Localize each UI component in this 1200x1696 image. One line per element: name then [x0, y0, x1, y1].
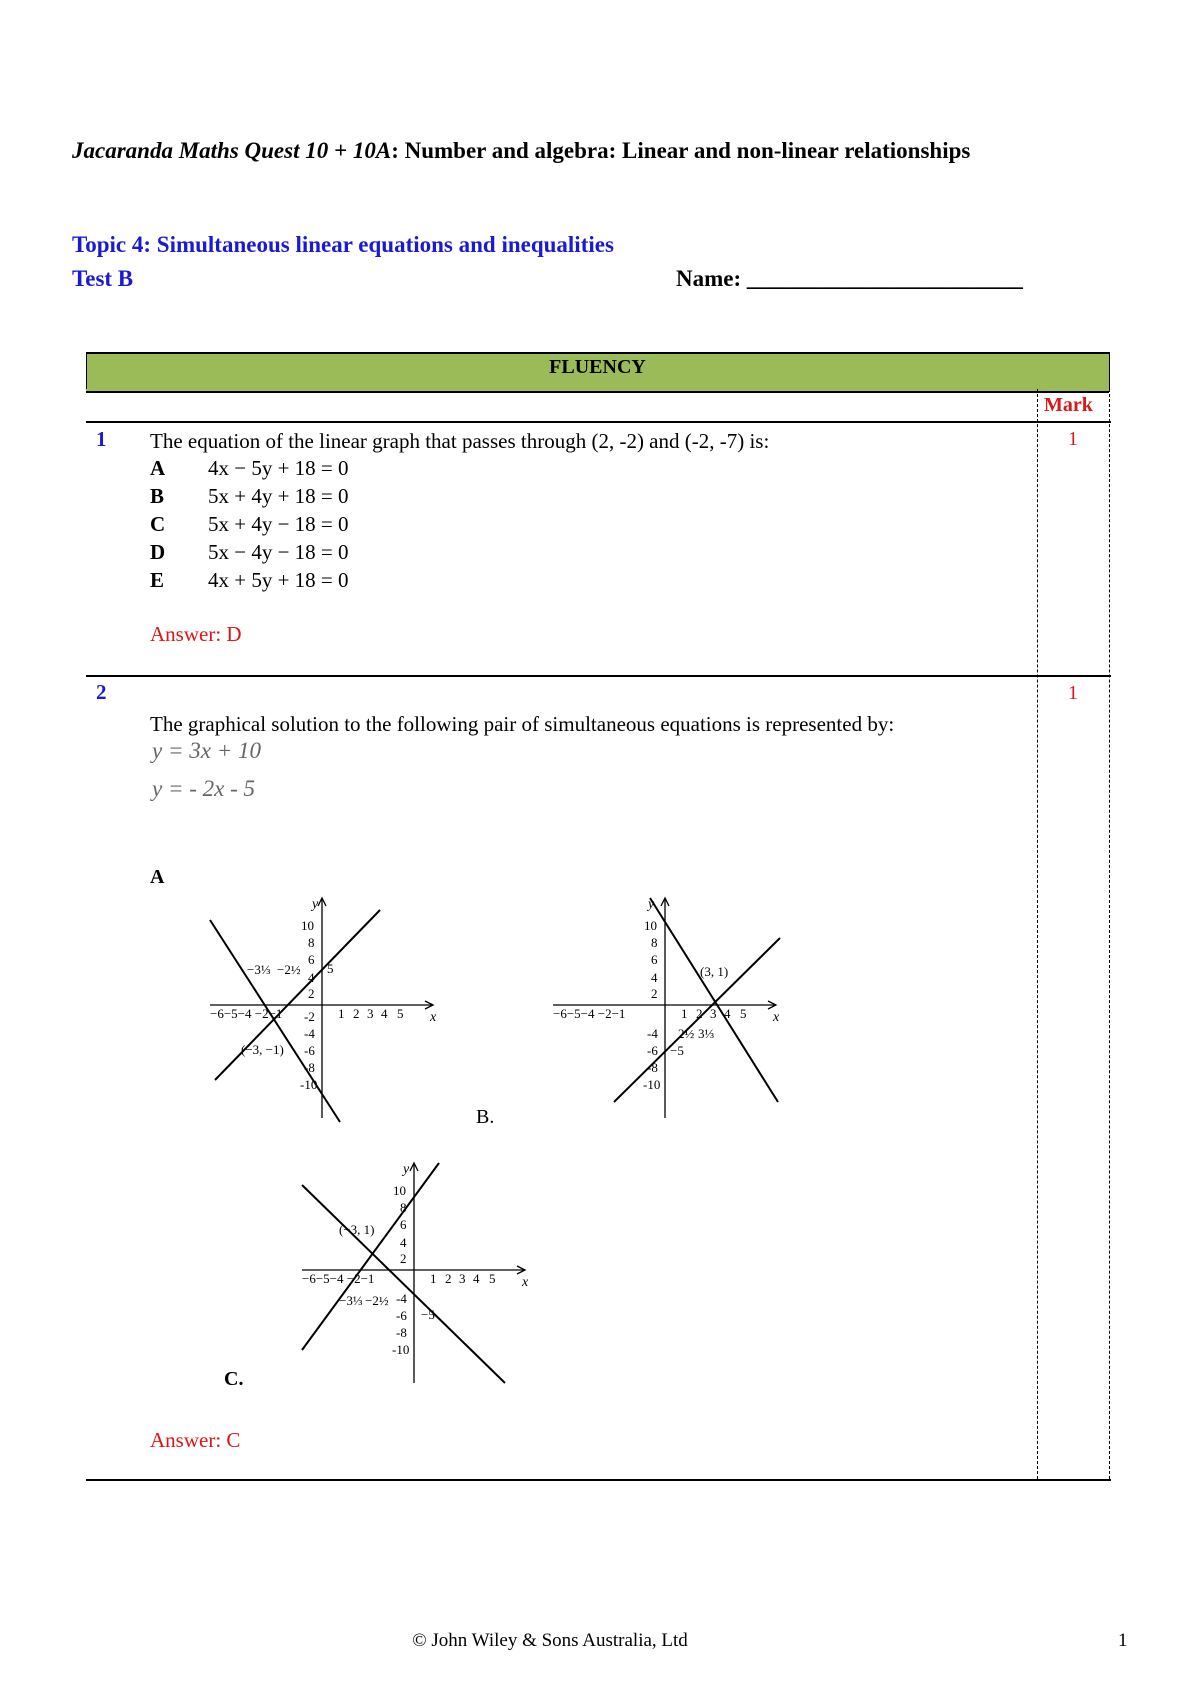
question-number: 1: [96, 427, 107, 451]
tick-y: 8: [400, 1200, 407, 1215]
tick-y: 10: [644, 918, 657, 933]
tick-y: -4: [396, 1291, 407, 1306]
table-right-border: [1109, 352, 1110, 389]
x-ticks-negative: −6−5−4 −2−1: [302, 1271, 375, 1286]
tick-y: 6: [400, 1217, 407, 1232]
tick-x: 3: [459, 1271, 466, 1286]
answer-text: Answer: D: [150, 622, 242, 646]
x-intercept-label: 3⅓: [698, 1026, 715, 1041]
option-text: 5x + 4y − 18 = 0: [208, 512, 349, 536]
line-1: [302, 1163, 439, 1350]
option-text: 4x − 5y + 18 = 0: [208, 456, 349, 480]
tick-y: -8: [647, 1060, 658, 1075]
tick-y: 8: [651, 935, 658, 950]
y-axis-label: y: [403, 1162, 410, 1177]
graph-a-label: A: [150, 866, 165, 888]
footer-copyright: © John Wiley & Sons Australia, Ltd: [412, 1630, 688, 1651]
name-field[interactable]: Name: ________________________: [676, 266, 1023, 291]
tick-y: 6: [308, 952, 315, 967]
option-letter: A: [150, 456, 166, 480]
answer-text: Answer: C: [150, 1428, 241, 1452]
x-intercept-label: −2½: [277, 962, 301, 977]
topic-heading: Topic 4: Simultaneous linear equations and inequalities: [72, 232, 614, 257]
tick-x: 1: [430, 1271, 437, 1286]
tick-y: -8: [396, 1325, 407, 1340]
tick-x: 5: [740, 1006, 747, 1021]
tick-x: 5: [397, 1006, 404, 1021]
page-number: 1: [1118, 1630, 1128, 1651]
tick-y: 2: [400, 1251, 407, 1266]
x-intercept-label: −2½: [365, 1293, 389, 1308]
option-a[interactable]: [150, 454, 349, 482]
tick-y: 4: [651, 970, 658, 985]
tick-y: -8: [304, 1060, 315, 1075]
equation-2: y = - 2x - 5: [152, 776, 256, 801]
section-title: FLUENCY: [549, 356, 646, 378]
x-ticks-negative: −6−5−4 −2−1: [553, 1006, 626, 1021]
x-axis-label: x: [430, 1010, 437, 1025]
graph-c-label: C.: [224, 1368, 244, 1390]
option-c[interactable]: [150, 510, 349, 538]
graph-b-label: B.: [476, 1106, 495, 1128]
table-left-border: [86, 352, 87, 389]
tick-x: 1: [338, 1006, 345, 1021]
equation-1: y = 3x + 10: [152, 738, 261, 763]
tick-x: 1: [681, 1006, 688, 1021]
table-bottom-border: [86, 1479, 1111, 1481]
tick-y: 4: [308, 970, 315, 985]
option-letter: C: [150, 512, 166, 536]
option-text: 5x + 4y + 18 = 0: [208, 484, 349, 508]
question-mark: 1: [1068, 682, 1078, 704]
x-axis-label: x: [773, 1010, 780, 1025]
tick-y: 6: [651, 952, 658, 967]
tick-y: 10: [393, 1183, 406, 1198]
question-text: The graphical solution to the following pair of simultaneous equations is represented by:: [150, 712, 895, 736]
question-text: The equation of the linear graph that passes through (2, -2) and (-2, -7) is:: [150, 429, 770, 453]
tick-y: 2: [308, 986, 315, 1001]
tick-y: -4: [647, 1026, 658, 1041]
y-intercept-label: −5: [670, 1043, 684, 1058]
tick-x: 2: [353, 1006, 360, 1021]
question-number: 2: [96, 680, 107, 704]
tick-x: 4: [724, 1006, 731, 1021]
question-row-divider: [86, 675, 1111, 677]
graph-c: [297, 1155, 537, 1390]
mark-column-divider: [1037, 389, 1038, 1479]
option-e[interactable]: [150, 566, 349, 594]
tick-x: 2: [445, 1271, 452, 1286]
question-mark: 1: [1068, 428, 1078, 450]
tick-y: -6: [396, 1308, 407, 1323]
x-ticks-negative: −6−5−4 −2−1: [210, 1006, 283, 1021]
y-axis-label: y: [312, 897, 319, 912]
tick-y: 2: [651, 986, 658, 1001]
tick-y: -6: [647, 1043, 658, 1058]
intersection-label: (3, 1): [700, 964, 729, 979]
graph-b: [548, 890, 788, 1125]
x-intercept-label: −3⅓: [247, 962, 271, 977]
intersection-label: (−3, −1): [241, 1042, 284, 1057]
y-axis-label: y: [648, 897, 655, 912]
tick-y: -10: [300, 1077, 318, 1092]
y-intercept-label: 5: [327, 961, 334, 976]
option-b[interactable]: [150, 482, 349, 510]
tick-x: 3: [367, 1006, 374, 1021]
tick-y: -2: [304, 1009, 315, 1024]
intersection-label: (−3, 1): [339, 1222, 375, 1237]
tick-y: -4: [304, 1026, 315, 1041]
mark-column-header: Mark: [1044, 394, 1093, 416]
x-intercept-label: −3⅓: [339, 1293, 363, 1308]
tick-y: -10: [643, 1077, 661, 1092]
tick-y: 10: [301, 918, 314, 933]
option-letter: B: [150, 484, 165, 508]
tick-y: 4: [400, 1235, 407, 1250]
tick-x: 3: [710, 1006, 717, 1021]
option-letter: E: [150, 568, 165, 592]
option-text: 5x − 4y − 18 = 0: [208, 540, 349, 564]
document-title: [72, 134, 1072, 168]
option-d[interactable]: [150, 538, 349, 566]
option-letter: D: [150, 540, 166, 564]
y-intercept-label: −5: [421, 1307, 435, 1322]
tick-y: -6: [304, 1043, 315, 1058]
option-text: 4x + 5y + 18 = 0: [208, 568, 349, 592]
graph-a: [205, 890, 445, 1125]
title-italic: Jacaranda Maths Quest 10 + 10A: [72, 138, 392, 163]
tick-x: 5: [489, 1271, 496, 1286]
tick-y: -10: [392, 1342, 410, 1357]
tick-y: 8: [308, 935, 315, 950]
test-label: Test B: [72, 266, 134, 291]
title-rest: : Number and algebra: Linear and non-linear relationships: [391, 138, 971, 163]
x-intercept-label: 2½: [678, 1026, 695, 1041]
tick-x: 4: [473, 1271, 480, 1286]
x-axis-label: x: [522, 1275, 529, 1290]
header-row-divider: [86, 421, 1111, 423]
line-1: [210, 920, 340, 1122]
line-1: [650, 898, 778, 1102]
tick-x: 2: [696, 1006, 703, 1021]
table-right-edge: [1109, 389, 1110, 1479]
tick-x: 4: [381, 1006, 388, 1021]
